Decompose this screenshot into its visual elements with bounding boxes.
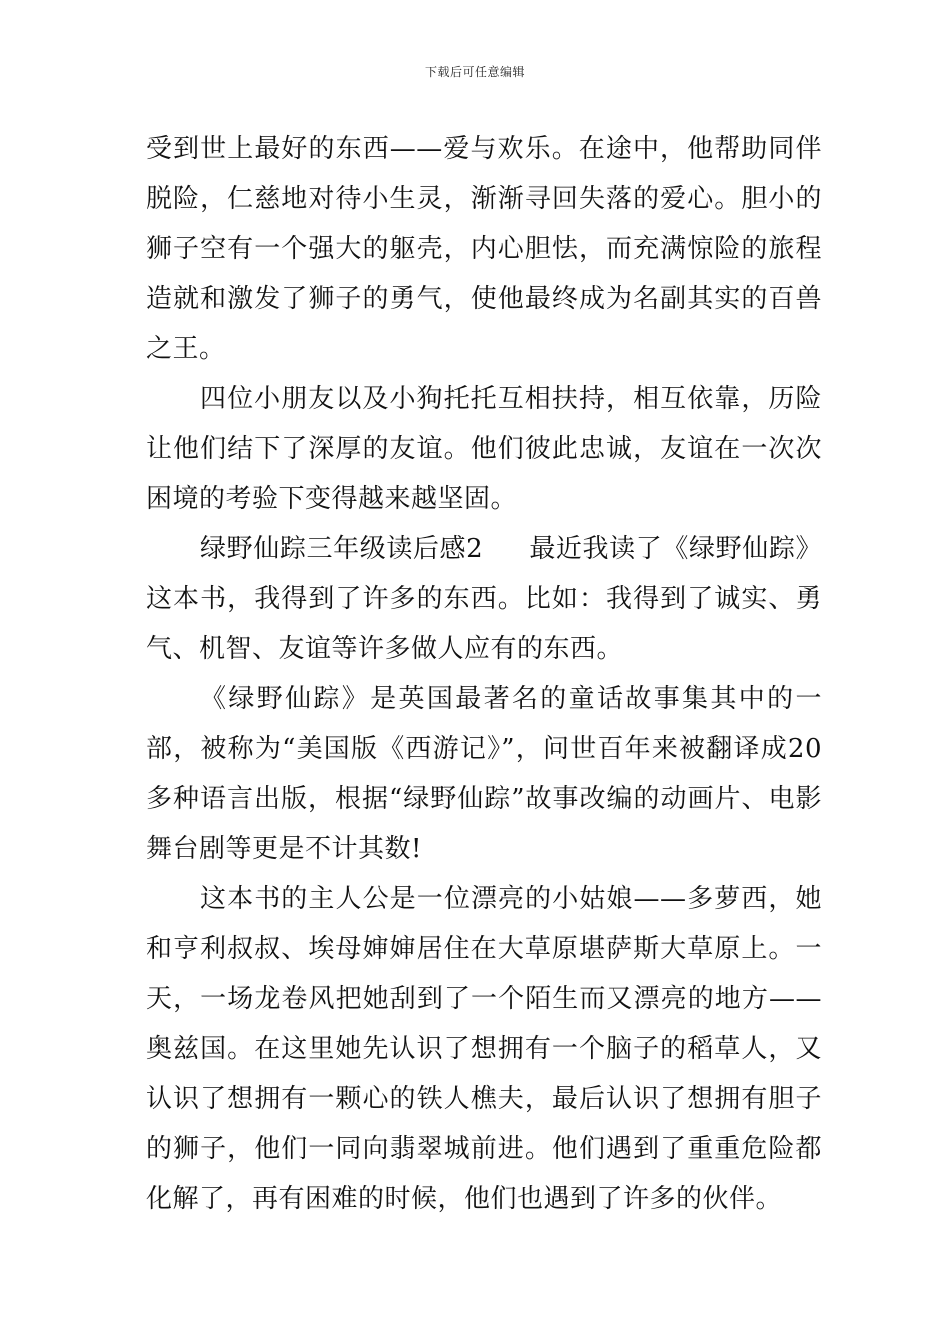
document-body	[146, 124, 822, 1224]
essay-title: 绿野仙踪三年级读后感2	[200, 534, 484, 564]
paragraph-story-summary: 这本书的主人公是一位漂亮的小姑娘——多萝西，她和亨利叔叔、埃母婶婶居住在大草原堪萨斯大草原上。一天，一场龙卷风把她刮到了一个陌生而又漂亮的地方——奥兹国。在这里她先认识了想拥有一个脑子的稻草人，又认识了想拥有一颗心的铁人樵夫，最后认识了想拥有胆子的狮子，他们一同向翡翠城前进。他们遇到了重重危险都化解了，再有困难的时候，他们也遇到了许多的伙伴。	[146, 884, 822, 1214]
paragraph-lion-courage: 受到世上最好的东西——爱与欢乐。在途中，他帮助同伴脱险，仁慈地对待小生灵，渐渐寻回失落的爱心。胆小的狮子空有一个强大的躯壳，内心胆怯，而充满惊险的旅程造就和激发了狮子的勇气，使他最终成为名副其实的百兽之王。	[146, 134, 822, 364]
paragraph-friendship: 四位小朋友以及小狗托托互相扶持，相互依靠，历险让他们结下了深厚的友谊。他们彼此忠诚，友谊在一次次困境的考验下变得越来越坚固。	[146, 384, 822, 514]
page-header: 下载后可任意编辑	[424, 65, 525, 79]
essay-intro: 最近我读了《绿野仙踪》这本书，我得到了许多的东西。比如：我得到了诚实、勇气、机智、友谊等许多做人应有的东西。	[146, 534, 822, 664]
paragraph-essay-2	[146, 524, 822, 674]
paragraph-book-fame: 《绿野仙踪》是英国最著名的童话故事集其中的一部，被称为“美国版《西游记》”，问世百年来被翻译成20多种语言出版，根据“绿野仙踪”故事改编的动画片、电影舞台剧等更是不计其数!	[146, 684, 822, 864]
